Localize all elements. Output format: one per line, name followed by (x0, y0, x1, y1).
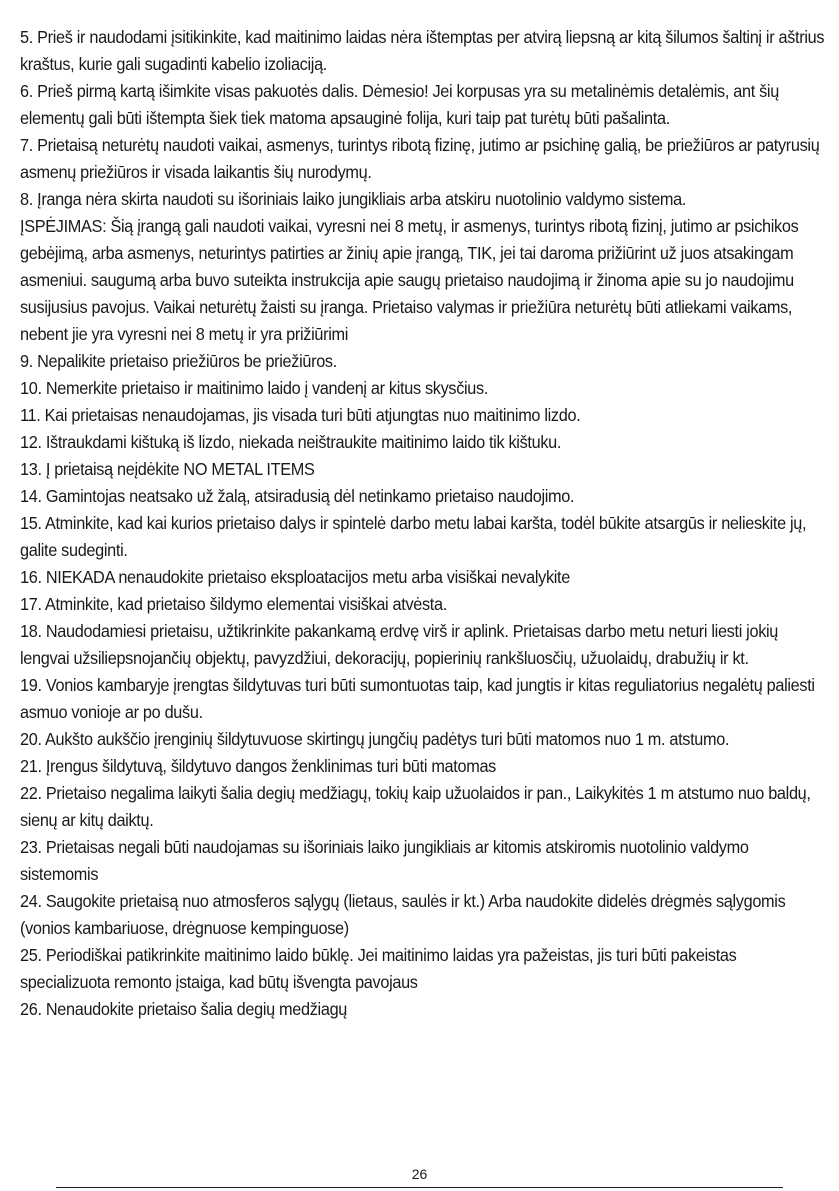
instruction-item-7: 7. Prietaisą neturėtų naudoti vaikai, asmenys, turintys ribotą fizinę, jutimo ar psichinę galią, be priežiūros ar patyrusių asmenų priežiūros ir visada laikantis šių nurodymų. (20, 135, 820, 182)
instruction-item-12: 12. Ištraukdami kištuką iš lizdo, niekada neištraukite maitinimo laido tik kištuku. (20, 432, 562, 452)
instruction-item-19: 19. Vonios kambaryje įrengtas šildytuvas turi būti sumontuotas taip, kad jungtis ir kitas reguliatorius negalėtų paliesti asmuo vonioje ar po dušu. (20, 675, 815, 722)
instruction-item-6: 6. Prieš pirmą kartą išimkite visas pakuotės dalis. Dėmesio! Jei korpusas yra su metalinėmis detalėmis, ant šių elementų gali būti ištempta šiek tiek matoma apsauginė folija, kuri taip pat turėtų būti pašalinta. (20, 81, 779, 128)
instruction-item-25: 25. Periodiškai patikrinkite maitinimo laido būklę. Jei maitinimo laidas yra pažeistas, jis turi būti pakeistas specializuota remonto įstaiga, kad būtų išvengta pavojaus (20, 945, 737, 992)
instruction-item-24: 24. Saugokite prietaisą nuo atmosferos sąlygų (lietaus, saulės ir kt.) Arba naudokite didelės drėgmės sąlygomis (vonios kambariuose, drėgnuose kempinguose) (20, 891, 786, 938)
instruction-item-16: 16. NIEKADA nenaudokite prietaiso eksploatacijos metu arba visiškai nevalykite (20, 567, 570, 587)
instruction-item-15: 15. Atminkite, kad kai kurios prietaiso dalys ir spintelė darbo metu labai karšta, todėl būkite atsargūs ir nelieskite jų, galite sudeginti. (20, 513, 807, 560)
instruction-item-26: 26. Nenaudokite prietaiso šalia degių medžiagų (20, 999, 348, 1019)
instruction-item-14: 14. Gamintojas neatsako už žalą, atsiradusią dėl netinkamo prietaiso naudojimo. (20, 486, 575, 506)
document-body (20, 24, 824, 1023)
instruction-item-23: 23. Prietaisas negali būti naudojamas su išoriniais laiko jungikliais ar kitomis atskiromis nuotolinio valdymo sistemomis (20, 837, 749, 884)
instruction-item-22: 22. Prietaiso negalima laikyti šalia degių medžiagų, tokių kaip užuolaidos ir pan., Laikykitės 1 m atstumo nuo baldų, sienų ar kitų daiktų. (20, 783, 811, 830)
instruction-item-9: 9. Nepalikite prietaiso priežiūros be priežiūros. (20, 351, 337, 371)
instruction-item-18: 18. Naudodamiesi prietaisu, užtikrinkite pakankamą erdvę virš ir aplink. Prietaisas darbo metu neturi liesti jokių lengvai užsiliepsnojančių objektų, pavyzdžiui, dekoracijų, popierinių rankšluosčių, užuolaidų, drabužių ir kt. (20, 621, 779, 668)
instruction-item-5: 5. Prieš ir naudodami įsitikinkite, kad maitinimo laidas nėra ištemptas per atvirą liepsną ar kitą šilumos šaltinį ir aštrius kraštus, kurie gali sugadinti kabelio izoliaciją. (20, 27, 825, 74)
footer-divider (56, 1187, 783, 1188)
instruction-item-10: 10. Nemerkite prietaiso ir maitinimo laido į vandenį ar kitus skysčius. (20, 378, 489, 398)
warning-paragraph: ĮSPĖJIMAS: Šią įrangą gali naudoti vaikai, vyresni nei 8 metų, ir asmenys, turintys ribotą fizinį, jutimo ar psichikos gebėjimą, arba asmenys, neturintys patirties ar žinių apie įrangą, TIK, jei tai daroma prižiūrint už juos atsakingam asmeniui. saugumą arba buvo suteikta instrukcija apie saugų prietaiso naudojimą ir žinoma apie su jo naudojimu susijusius pavojus. Vaikai neturėtų žaisti su įranga. Prietaiso valymas ir priežiūra neturėtų būti atliekami vaikams, nebent jie yra vyresni nei 8 metų ir yra prižiūrimi (20, 216, 799, 344)
instruction-item-8: 8. Įranga nėra skirta naudoti su išoriniais laiko jungikliais arba atskiru nuotolinio valdymo sistema. (20, 189, 687, 209)
instruction-item-20: 20. Aukšto aukščio įrenginių šildytuvuose skirtingų jungčių padėtys turi būti matomos nuo 1 m. atstumo. (20, 729, 730, 749)
instruction-item-11: 11. Kai prietaisas nenaudojamas, jis visada turi būti atjungtas nuo maitinimo lizdo. (20, 405, 581, 425)
instruction-item-17: 17. Atminkite, kad prietaiso šildymo elementai visiškai atvėsta. (20, 594, 447, 614)
page-number: 26 (411, 1166, 428, 1182)
instruction-item-13: 13. Į prietaisą neįdėkite NO METAL ITEMS (20, 459, 315, 479)
instruction-item-21: 21. Įrengus šildytuvą, šildytuvo dangos ženklinimas turi būti matomas (20, 756, 496, 776)
